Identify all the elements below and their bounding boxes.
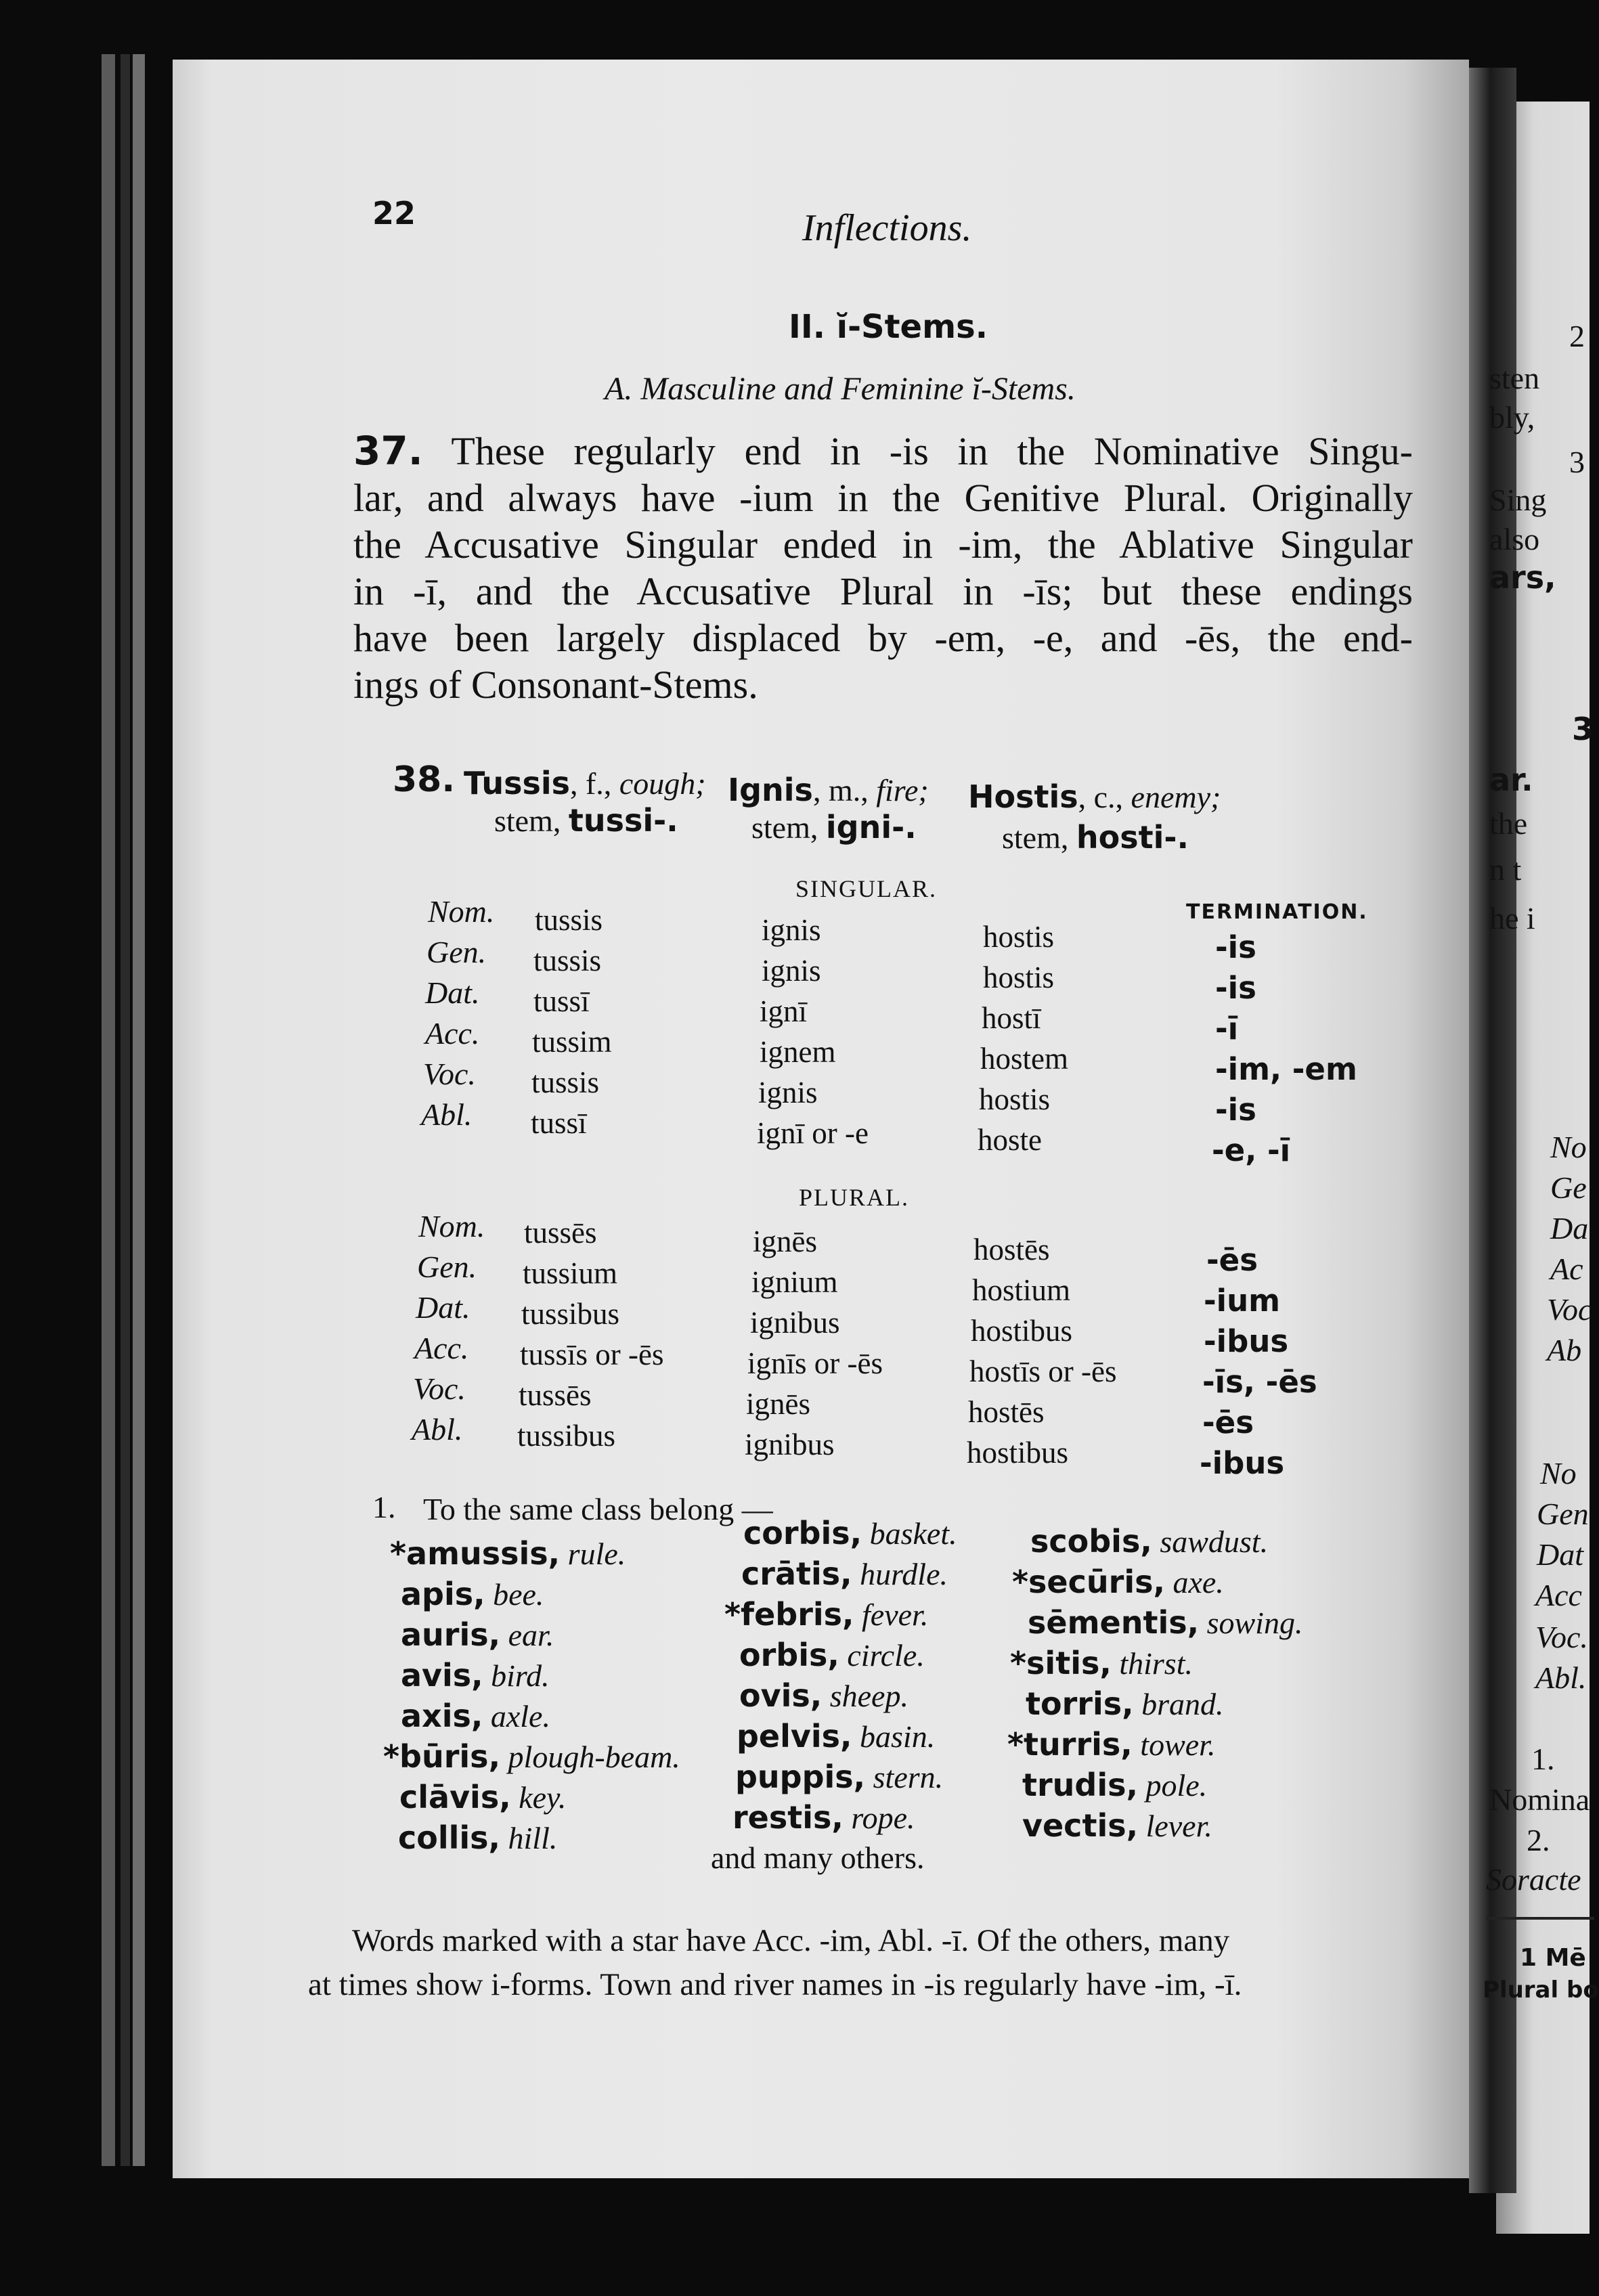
ignis-form: ignis xyxy=(758,1076,818,1109)
tussis-form: tussēs xyxy=(524,1216,597,1250)
vocab-entry xyxy=(383,1738,680,1775)
paragraph-line: ings of Consonant-Stems. xyxy=(353,663,758,707)
tussis-form: tussī xyxy=(533,984,590,1018)
facing-fragment: 2. xyxy=(1527,1823,1550,1857)
page-number: 22 xyxy=(372,195,416,231)
vocab-meaning: ear. xyxy=(508,1618,554,1652)
vocab-word: *būris, xyxy=(383,1738,501,1775)
stem-label: stem, xyxy=(1002,820,1069,855)
tussis-form: tussis xyxy=(535,903,603,937)
stem-value: igni-. xyxy=(825,809,917,845)
vocab-word: collis, xyxy=(398,1819,501,1856)
vocab-word: restis, xyxy=(732,1799,844,1836)
section-number-38 xyxy=(393,759,455,800)
footer-note-line: Words marked with a star have Acc. -im, Abl. -ī. Of the others, many xyxy=(352,1923,1230,1958)
termination: -ēs xyxy=(1202,1405,1254,1440)
noun-tussis-header: Tussis, f., cough; xyxy=(464,765,706,801)
page-edges xyxy=(102,54,115,2166)
case-label: Gen. xyxy=(417,1250,477,1284)
vocab-meaning: tower. xyxy=(1140,1727,1216,1762)
hostis-form: hostīs or -ēs xyxy=(969,1354,1117,1388)
facing-fragment: Da xyxy=(1550,1211,1589,1245)
case-label: Abl. xyxy=(412,1412,463,1447)
vocab-word: puppis, xyxy=(735,1759,866,1795)
facing-fragment: Ac xyxy=(1550,1252,1583,1286)
ignis-form: ignibus xyxy=(745,1428,835,1461)
footer-note-line: at times show i-forms. Town and river names in -is regularly have -im, -ī. xyxy=(308,1967,1242,2002)
termination: -ī xyxy=(1215,1011,1239,1046)
facing-fragment: Sing xyxy=(1489,483,1547,517)
vocab-word: orbis, xyxy=(739,1637,839,1673)
termination: -e, -ī xyxy=(1212,1132,1291,1168)
vocab-meaning: basket. xyxy=(869,1516,957,1551)
facing-fragment: 3 xyxy=(1572,711,1594,747)
section-number: 38. xyxy=(393,759,456,800)
termination-heading-text: TERMINATION. xyxy=(1186,900,1368,924)
vocab-entry xyxy=(398,1819,557,1856)
termination: -īs, -ēs xyxy=(1202,1364,1317,1400)
vocab-entry xyxy=(390,1535,626,1572)
vocab-meaning: rope. xyxy=(851,1801,915,1835)
termination: -is xyxy=(1215,970,1256,1006)
vocab-word: scobis, xyxy=(1030,1523,1152,1560)
vocab-word: vectis, xyxy=(1022,1807,1139,1844)
section-title xyxy=(789,308,988,346)
section-number: 37. xyxy=(353,428,423,474)
hostis-form: hostis xyxy=(983,920,1055,954)
vocab-meaning: hill. xyxy=(508,1821,558,1855)
noun-gender: c., xyxy=(1093,780,1124,814)
vocab-meaning: hurdle. xyxy=(860,1557,948,1591)
vocab-entry xyxy=(741,1555,948,1592)
vocab-entry xyxy=(1026,1685,1224,1722)
hostis-form: hostem xyxy=(980,1042,1068,1076)
facing-fragment: 3 xyxy=(1569,445,1585,479)
tussis-form: tussēs xyxy=(519,1378,592,1412)
facing-fragment: 1. xyxy=(1531,1742,1555,1776)
paragraph-line: in -ī, and the Accusative Plural in -īs; but these endings xyxy=(353,569,1413,613)
facing-fragment: he i xyxy=(1489,901,1535,935)
vocab-word: trudis, xyxy=(1022,1767,1138,1803)
vocab-meaning: axle. xyxy=(490,1699,550,1734)
vocab-entry xyxy=(401,1698,550,1734)
vocab-meaning: sheep. xyxy=(829,1679,908,1713)
facing-fragment: Acc xyxy=(1535,1578,1582,1612)
noun-ignis-header: Ignis, m., fire; xyxy=(728,772,929,808)
paragraph-line: have been largely displaced by -em, -e, and -ēs, the end- xyxy=(353,616,1413,660)
vocab-word: *turris, xyxy=(1007,1726,1133,1763)
stem-value: tussi-. xyxy=(568,802,678,839)
tussis-form: tussim xyxy=(532,1025,612,1059)
stem-tussis xyxy=(494,802,678,839)
subsection-title: A. Masculine and Feminine ĭ-Stems. xyxy=(605,371,1076,407)
facing-fragment: Gen xyxy=(1537,1497,1589,1531)
vocab-word: auris, xyxy=(401,1616,501,1653)
facing-fragment: the xyxy=(1489,806,1528,841)
vocab-meaning: rule. xyxy=(567,1537,626,1571)
facing-fragment: No xyxy=(1550,1130,1587,1164)
facing-fragment: bly, xyxy=(1489,400,1535,435)
vocab-entry xyxy=(1028,1604,1302,1641)
case-label: Voc. xyxy=(413,1371,466,1406)
vocab-meaning: lever. xyxy=(1145,1809,1212,1843)
stem-label: stem, xyxy=(494,803,561,838)
running-head: Inflections. xyxy=(802,207,972,249)
vocab-meaning: bird. xyxy=(491,1658,550,1693)
vocab-entry xyxy=(1022,1807,1212,1844)
ignis-form: ignī xyxy=(760,994,808,1028)
plural-heading: PLURAL. xyxy=(799,1184,910,1211)
paragraph-text: These regularly end in -is in the Nominative Singu- xyxy=(451,429,1413,473)
case-label: Acc. xyxy=(414,1331,469,1365)
vocab-meaning: brand. xyxy=(1141,1687,1224,1721)
vocab-entry xyxy=(1030,1523,1268,1560)
note-number: 1. xyxy=(372,1490,396,1524)
vocab-entry xyxy=(1010,1645,1193,1681)
vocab-entry xyxy=(399,1779,566,1815)
vocab-meaning: basin. xyxy=(860,1719,936,1754)
facing-fragment: Dat xyxy=(1537,1537,1583,1572)
case-label: Dat. xyxy=(416,1290,470,1325)
facing-fragment: Voc xyxy=(1547,1292,1592,1327)
case-label: Nom. xyxy=(418,1209,485,1243)
vocab-meaning: sawdust. xyxy=(1160,1524,1269,1559)
hostis-form: hoste xyxy=(978,1123,1042,1157)
termination: -ibus xyxy=(1200,1445,1285,1481)
ignis-form: ignis xyxy=(762,913,821,947)
vocab-entry xyxy=(724,1596,928,1633)
case-label: Dat. xyxy=(425,975,480,1010)
case-label: Nom. xyxy=(428,894,495,929)
page-edges-shadow xyxy=(121,54,130,2166)
facing-fragment: Nomina xyxy=(1489,1782,1590,1817)
vocab-meaning: key. xyxy=(519,1780,567,1815)
facing-fragment: 2 xyxy=(1569,319,1585,353)
vocab-entry xyxy=(401,1576,544,1612)
vocab-word: corbis, xyxy=(743,1515,862,1551)
stem-hostis xyxy=(1002,819,1189,856)
vocab-word: crātis, xyxy=(741,1555,852,1592)
ignis-form: ignis xyxy=(762,954,821,988)
case-label: Acc. xyxy=(425,1016,480,1051)
vocab-word: apis, xyxy=(401,1576,485,1612)
ignis-form: ignīs or -ēs xyxy=(747,1346,883,1380)
vocab-word: pelvis, xyxy=(737,1718,852,1754)
vocab-entry xyxy=(737,1718,935,1754)
vocab-meaning: axe. xyxy=(1173,1565,1224,1599)
facing-fragment: Soracte xyxy=(1486,1862,1581,1897)
termination: -ibus xyxy=(1204,1323,1289,1359)
vocab-entry xyxy=(1007,1726,1215,1763)
ignis-form: ignem xyxy=(760,1035,836,1069)
termination: -im, -em xyxy=(1215,1051,1357,1087)
noun-word: Tussis xyxy=(464,765,570,801)
vocab-entry xyxy=(401,1616,554,1653)
vocab-word: avis, xyxy=(401,1657,483,1694)
noun-word: Ignis xyxy=(728,772,813,808)
vocab-entry xyxy=(1022,1767,1207,1803)
paragraph-line: lar, and always have -ium in the Genitive Plural. Originally xyxy=(353,476,1413,520)
tussis-form: tussis xyxy=(533,944,602,977)
stem-label: stem, xyxy=(751,810,818,845)
termination: -is xyxy=(1215,929,1256,965)
facing-fragment: Ab xyxy=(1547,1333,1582,1367)
termination: -ēs xyxy=(1206,1242,1258,1278)
vocab-meaning: pole. xyxy=(1145,1768,1208,1803)
noun-word: Hostis xyxy=(968,778,1078,815)
case-label: Gen. xyxy=(426,935,487,969)
facing-fragment: Abl. xyxy=(1535,1660,1587,1695)
hostis-form: hostēs xyxy=(968,1395,1045,1429)
vocab-meaning: bee. xyxy=(493,1577,544,1612)
tussis-form: tussīs or -ēs xyxy=(520,1338,664,1371)
ignis-form: ignēs xyxy=(746,1387,810,1421)
facing-fragment: sten xyxy=(1489,361,1540,395)
hostis-form: hostibus xyxy=(967,1436,1069,1470)
hostis-form: hostis xyxy=(983,961,1055,994)
facing-fragment: No xyxy=(1540,1456,1577,1491)
termination: -ium xyxy=(1204,1283,1281,1319)
vocab-meaning: plough-beam. xyxy=(508,1740,680,1774)
vocab-word: *febris, xyxy=(724,1596,854,1633)
vocab-entry xyxy=(732,1799,915,1836)
vocab-word: *secūris, xyxy=(1012,1564,1165,1600)
vocab-meaning: fever. xyxy=(862,1597,929,1632)
noun-meaning: enemy; xyxy=(1131,780,1221,814)
vocab-entry xyxy=(743,1515,957,1551)
facing-fragment: ars, xyxy=(1489,559,1556,596)
footnote-rule xyxy=(1486,1917,1594,1920)
facing-fragment: also xyxy=(1489,522,1540,556)
stem-ignis xyxy=(751,809,917,845)
hostis-form: hostibus xyxy=(971,1314,1073,1348)
vocab-meaning: circle. xyxy=(847,1638,925,1673)
tussis-form: tussibus xyxy=(521,1297,620,1331)
vocab-entry xyxy=(739,1637,925,1673)
vocab-word: clāvis, xyxy=(399,1779,511,1815)
vocab-word: axis, xyxy=(401,1698,483,1734)
page-edges-light xyxy=(133,54,145,2166)
stem-value: hosti-. xyxy=(1076,819,1189,856)
facing-fragment: 1 Mē xyxy=(1520,1944,1586,1972)
vocab-entry xyxy=(1012,1564,1224,1600)
ignis-form: ignibus xyxy=(750,1306,840,1340)
hostis-form: hostēs xyxy=(973,1233,1050,1266)
tussis-form: tussium xyxy=(523,1256,618,1290)
vocab-word: ovis, xyxy=(739,1677,823,1714)
noun-hostis-header: Hostis, c., enemy; xyxy=(968,778,1221,815)
tussis-form: tussī xyxy=(531,1106,587,1140)
vocab-meaning: sowing. xyxy=(1206,1606,1303,1640)
termination: -is xyxy=(1215,1092,1256,1128)
facing-fragment: n t xyxy=(1489,852,1522,887)
paragraph-line: the Accusative Singular ended in -im, the Ablative Singular xyxy=(353,523,1413,567)
vocab-meaning: thirst. xyxy=(1119,1646,1193,1681)
ignis-form: ignium xyxy=(751,1265,838,1299)
hostis-form: hostī xyxy=(982,1001,1041,1035)
ignis-form: ignēs xyxy=(753,1224,817,1258)
vocab-word: *amussis, xyxy=(390,1535,561,1572)
hostis-form: hostis xyxy=(979,1082,1051,1116)
singular-heading: SINGULAR. xyxy=(795,875,938,902)
termination-heading xyxy=(1186,900,1368,924)
tussis-form: tussibus xyxy=(517,1419,616,1453)
case-label: Abl. xyxy=(421,1097,473,1132)
note-intro: To the same class belong — xyxy=(423,1492,773,1526)
vocab-meaning: stern. xyxy=(873,1760,944,1794)
noun-gender: m., xyxy=(828,773,869,808)
facing-fragment: ar. xyxy=(1489,761,1533,798)
case-label: Voc. xyxy=(423,1057,476,1091)
paragraph-37 xyxy=(353,428,1413,708)
facing-fragment: Ge xyxy=(1550,1170,1587,1205)
noun-gender: f., xyxy=(585,766,612,801)
vocab-word: sēmentis, xyxy=(1028,1604,1200,1641)
noun-meaning: cough; xyxy=(619,766,706,801)
hostis-form: hostium xyxy=(972,1273,1071,1307)
paragraph-line xyxy=(353,428,1413,474)
many-others: and many others. xyxy=(711,1840,925,1875)
vocab-word: torris, xyxy=(1026,1685,1134,1722)
ignis-form: ignī or -e xyxy=(757,1116,869,1150)
vocab-word: *sitis, xyxy=(1010,1645,1112,1681)
vocab-entry xyxy=(401,1657,550,1694)
noun-meaning: fire; xyxy=(876,773,929,808)
vocab-entry xyxy=(735,1759,943,1795)
book-spine xyxy=(0,0,176,2296)
facing-fragment: Voc. xyxy=(1535,1620,1588,1654)
section-title-text: II. ĭ-Stems. xyxy=(789,308,988,346)
facing-fragment: Plural bo xyxy=(1483,1977,1599,2004)
vocab-entry xyxy=(739,1677,908,1714)
tussis-form: tussis xyxy=(531,1065,600,1099)
